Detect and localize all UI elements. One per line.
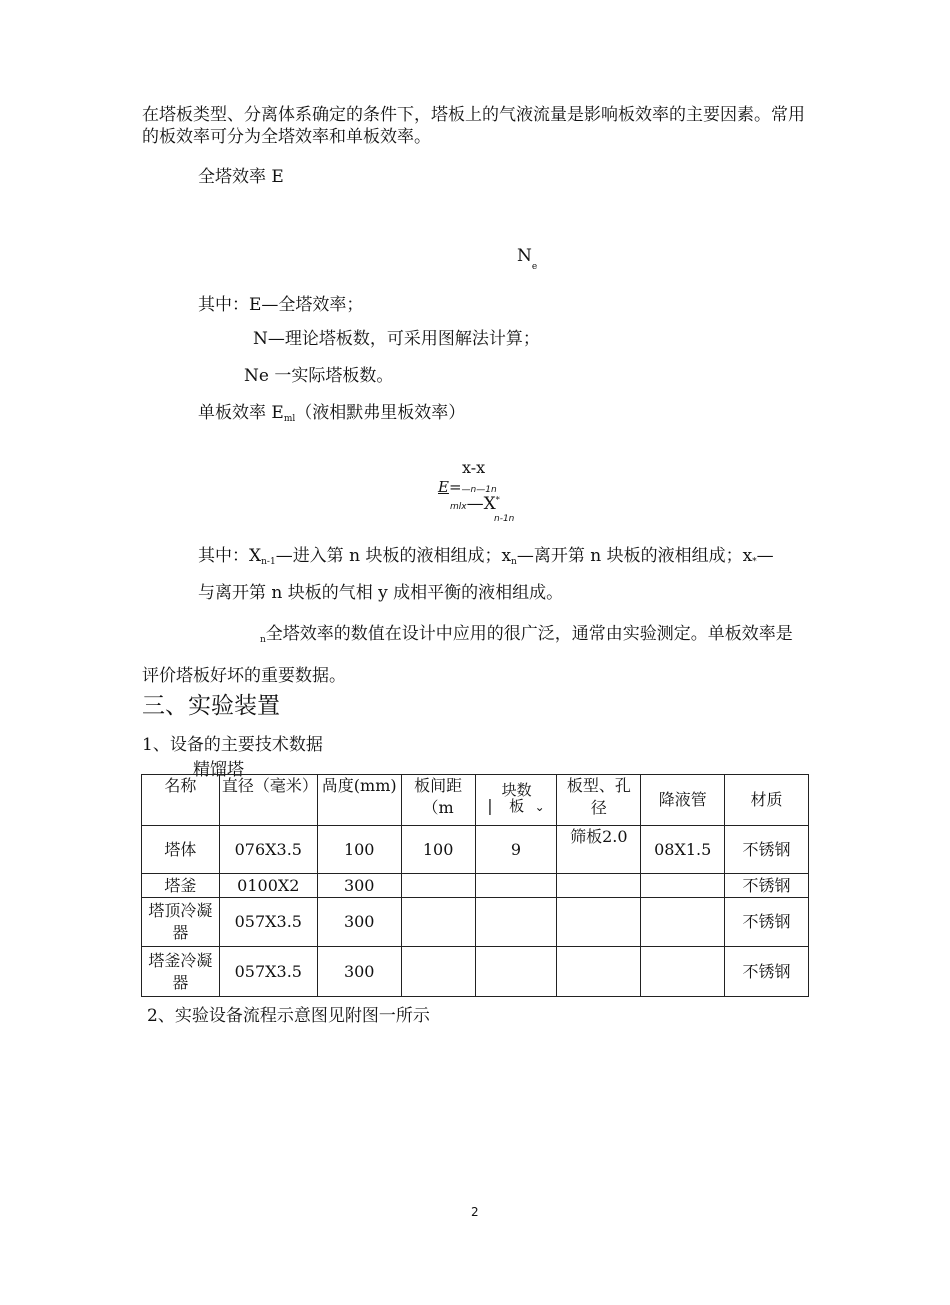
cell: 100: [317, 826, 401, 874]
table-row: [142, 947, 809, 997]
cell: 300: [317, 898, 401, 947]
n-definition: N—理论塔板数，可采用图解法计算；: [253, 329, 540, 349]
cell: [641, 947, 725, 997]
where2-c-sub: *: [752, 557, 757, 567]
cell: [475, 874, 557, 898]
cell: 300: [317, 874, 401, 898]
header-downcomer: 降液管: [641, 775, 725, 826]
single-eff-suffix: （液相默弗里板效率）: [295, 403, 466, 423]
spec-table: [141, 774, 809, 997]
cell: 不锈钢: [725, 874, 809, 898]
cell: 08X1.5: [641, 826, 725, 874]
cell: [401, 898, 475, 947]
where2-b-sub: n: [511, 557, 517, 567]
cell: [401, 874, 475, 898]
where-x-definitions: [198, 541, 774, 567]
single-eff-sub: ml: [283, 414, 296, 424]
overall-efficiency-label: 全塔效率 E: [198, 167, 284, 187]
where-e-definition: 其中：E—全塔效率；: [198, 295, 364, 315]
intro-paragraph: 在塔板类型、分离体系确定的条件下，塔板上的气液流量是影响板效率的主要因素。常用的板效率可分为全塔效率和单板效率。: [142, 105, 805, 147]
cell: [641, 874, 725, 898]
where2-a: 其中：X: [198, 546, 262, 566]
formula2-x: —X: [466, 494, 496, 514]
table-row: [142, 898, 809, 947]
table-caption: 精馏塔: [193, 760, 244, 780]
cell: 300: [317, 947, 401, 997]
cell: [641, 898, 725, 947]
cell: 塔釜冷凝器: [142, 947, 220, 997]
table-header-row: [142, 775, 809, 826]
para3-sub: n: [260, 635, 266, 645]
cell: 100: [401, 826, 475, 874]
cell: 057X3.5: [219, 947, 317, 997]
cell: 不锈钢: [725, 947, 809, 997]
single-efficiency-label: [198, 398, 465, 424]
item2-text: 2、实验设备流程示意图见附图一所示: [147, 1006, 430, 1026]
cell: 不锈钢: [725, 826, 809, 874]
formula2-star: *: [495, 495, 500, 505]
formula2-sub: —n—1n: [461, 485, 497, 495]
item1-heading: 1、设备的主要技术数据: [142, 735, 323, 755]
formula-denominator: [517, 246, 537, 272]
cell: 9: [475, 826, 557, 874]
formula2-mlx: mlx: [450, 502, 467, 512]
formula2-numerator: x-x: [462, 458, 486, 477]
header-name: 名称: [142, 775, 220, 826]
formula2-line4: n-1n: [494, 514, 515, 524]
header-plate-count: [475, 775, 557, 826]
where2-a-sub: n-1: [261, 557, 276, 567]
header-plate-type: 板型、孔径: [557, 775, 641, 826]
cell: 076X3.5: [219, 826, 317, 874]
formula2-e: E: [438, 478, 449, 496]
formula2-eq: =: [448, 478, 462, 496]
header-count-text: 块数板: [501, 781, 532, 815]
efficiency-paragraph: [142, 616, 807, 694]
cell: 塔釜: [142, 874, 220, 898]
cell: [475, 947, 557, 997]
para3-text: 全塔效率的数值在设计中应用的很广泛，通常由实验测定。单板效率是评价塔板好坏的重要数据。: [142, 624, 793, 686]
cell: 0100X2: [219, 874, 317, 898]
header-plate-spacing: 板间距（m: [401, 775, 475, 826]
cell: 057X3.5: [219, 898, 317, 947]
cell: 筛板2.0: [557, 826, 641, 874]
header-material: 材质: [725, 775, 809, 826]
where2-b: —进入第 n 块板的液相组成；x: [275, 546, 512, 566]
formula-e: e: [531, 262, 538, 272]
table-row: [142, 826, 809, 874]
formula2-line3: [450, 494, 500, 514]
where2-c: —离开第 n 块板的液相组成；x: [516, 546, 753, 566]
header-bar: |: [487, 796, 493, 815]
section-heading: 三、实验装置: [142, 693, 280, 719]
cell: 塔体: [142, 826, 220, 874]
header-height: 咼度(mm): [317, 775, 401, 826]
cell: 塔顶冷凝器: [142, 898, 220, 947]
single-eff-prefix: 单板效率 E: [198, 403, 284, 423]
cell: [557, 874, 641, 898]
chevron-down-icon: ⌄: [534, 800, 545, 814]
ne-definition: Ne 一实际塔板数。: [244, 366, 394, 386]
formula-n: N: [517, 246, 532, 266]
table-row: [142, 874, 809, 898]
cell: 不锈钢: [725, 898, 809, 947]
header-diameter: 直径（毫米）: [219, 775, 317, 826]
cell: [475, 898, 557, 947]
where2-d: —: [756, 546, 774, 566]
cell: [557, 898, 641, 947]
equilibrium-definition: 与离开第 n 块板的气相 y 成相平衡的液相组成。: [198, 583, 564, 603]
page-number: 2: [471, 1205, 479, 1219]
cell: [557, 947, 641, 997]
cell: [401, 947, 475, 997]
